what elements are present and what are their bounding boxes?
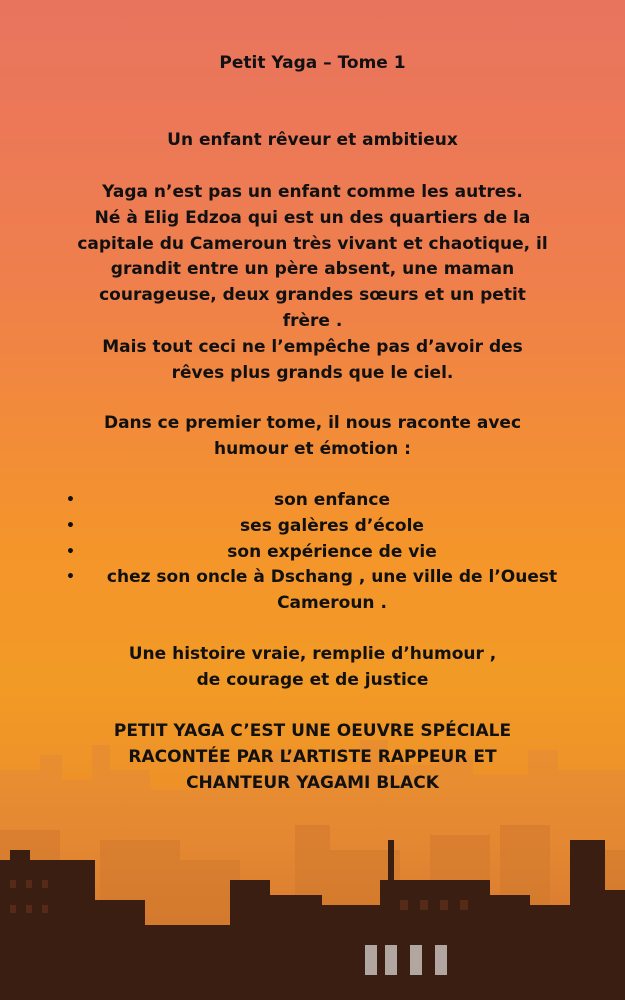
book-title: Petit Yaga – Tome 1 <box>219 53 406 73</box>
histoire-line: de courage et de justice <box>196 669 429 690</box>
list-item <box>62 514 582 540</box>
list-item <box>62 488 582 514</box>
list-item-text: chez son oncle à Dschang , une ville de l’Ouest Cameroun . <box>106 567 558 614</box>
list-item-text: ses galères d’école <box>240 515 424 536</box>
premier-tome-paragraph <box>40 411 585 463</box>
intro-paragraph <box>40 180 585 386</box>
intro-line: rêves plus grands que le ciel. <box>171 362 454 383</box>
premier-line: humour et émotion : <box>214 438 411 459</box>
intro-line: Yaga n’est pas un enfant comme les autres. <box>102 182 523 202</box>
closing-line: CHANTEUR YAGAMI BLACK <box>186 772 439 793</box>
bullet-icon: • <box>66 569 75 586</box>
intro-line: courageuse, deux grandes sœurs et un petit <box>99 285 526 306</box>
book-subtitle: Un enfant rêveur et ambitieux <box>167 130 458 150</box>
histoire-paragraph <box>40 642 585 694</box>
bullet-icon: • <box>66 543 75 560</box>
intro-line: capitale du Cameroun très vivant et chaotique, il <box>77 233 548 254</box>
list-item <box>62 565 582 617</box>
closing-statement <box>40 719 585 796</box>
histoire-line: Une histoire vraie, remplie d’humour , <box>128 644 497 664</box>
bullet-icon: • <box>66 517 75 534</box>
list-item-text: son enfance <box>273 490 391 510</box>
bullet-icon: • <box>66 492 75 508</box>
list-item-text: son expérience de vie <box>227 541 437 562</box>
intro-line: Mais tout ceci ne l’empêche pas d’avoir des <box>102 336 523 357</box>
intro-line: grandit entre un père absent, une maman <box>110 259 515 280</box>
list-item <box>62 540 582 566</box>
intro-line: frère . <box>282 310 343 331</box>
themes-list <box>62 488 582 617</box>
premier-line: Dans ce premier tome, il nous raconte avec <box>103 413 522 433</box>
intro-line: Né à Elig Edzoa qui est un des quartiers de la <box>94 207 531 228</box>
closing-line: PETIT YAGA C’EST UNE OEUVRE SPÉCIALE <box>113 721 512 741</box>
closing-line: RACONTÉE PAR L’ARTISTE RAPPEUR ET <box>128 746 497 767</box>
